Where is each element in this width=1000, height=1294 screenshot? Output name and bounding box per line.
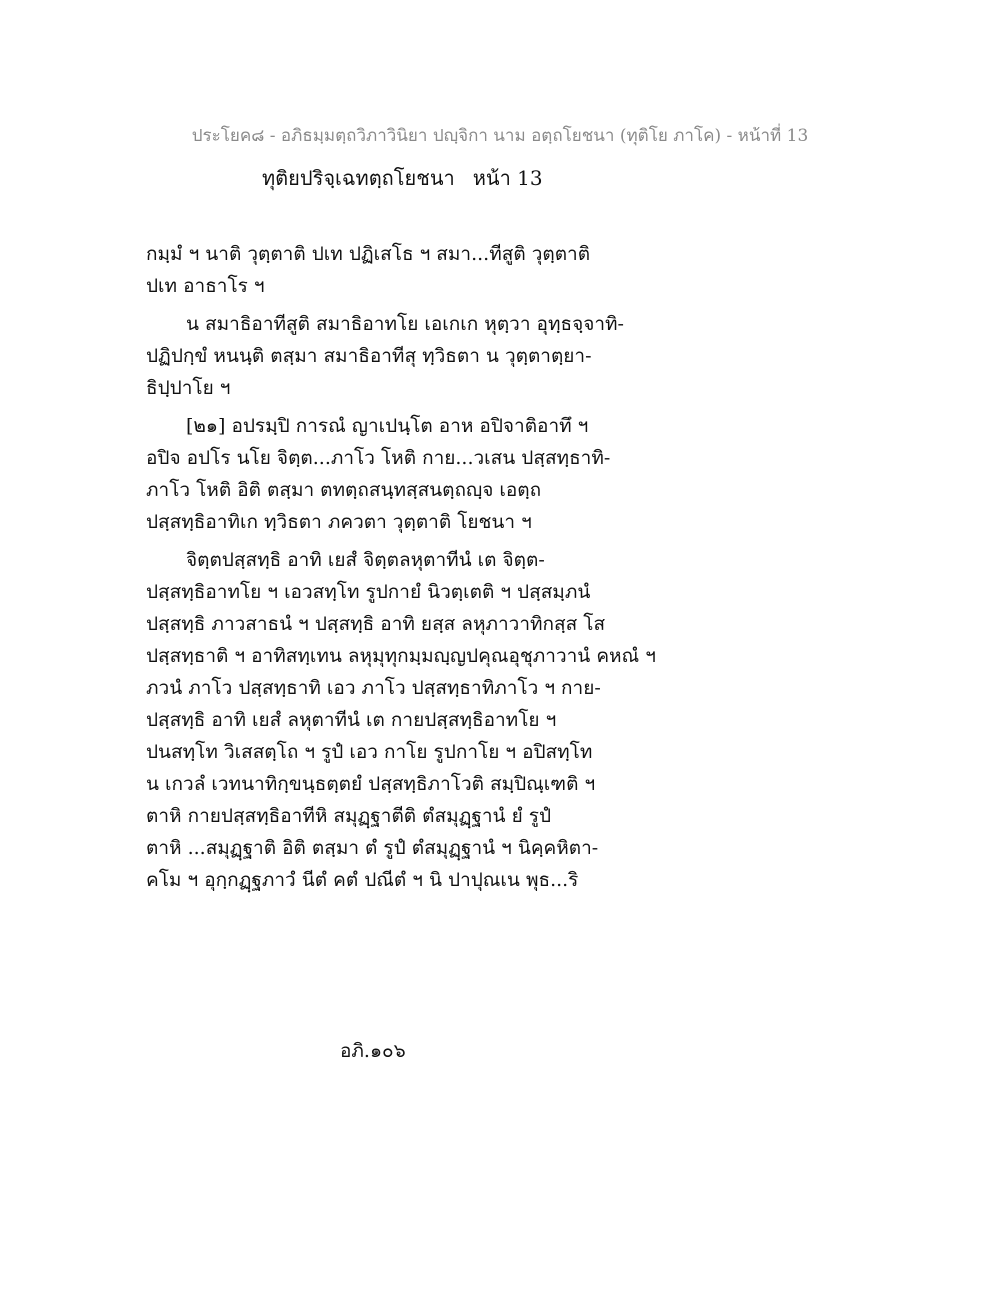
text-line: ปนสทฺโท วิเสสตฺโถ ฯ รูปํ เอว กาโย รูปกาโย ฯ อปิสทฺโท <box>146 741 593 763</box>
text-line: จิตฺตปสฺสทฺธิ อาทิ เยสํ จิตฺตลหุตาทีนํ เต จิตฺต- <box>186 549 545 571</box>
text-line: ปฏิปกฺขํ หนนฺติ ตสฺมา สมาธิอาทีสุ ทฺวิธตา น วุตฺตาตฺยา- <box>146 345 592 367</box>
body-text <box>146 238 706 896</box>
text-line: ปสฺสทฺธิ อาทิ เยสํ ลหุตาทีนํ เต กายปสฺสทฺธิอาทโย ฯ <box>146 709 557 731</box>
text-line: [๒๑] อปรมฺปิ การณํ ญาเปนฺโต อาห อปิจาติอาทึ ฯ <box>186 415 589 437</box>
text-line: น สมาธิอาทีสูติ สมาธิอาทโย เอเกเก หุตฺวา อุทฺธจฺจาทิ- <box>186 313 624 335</box>
text-line: ธิปฺปาโย ฯ <box>146 377 231 399</box>
text-line: ตาหิ กายปสฺสทฺธิอาทีหิ สมุฏฺฐาตีติ ตํสมุฏฺฐานํ ยํ รูปํ <box>146 805 552 827</box>
running-header: ประโยค๘ - อภิธมฺมตฺถวิภาวินิยา ปญฺจิกา นาม อตฺถโยชนา (ทุติโย ภาโค) - หน้าที่ 13 <box>191 126 809 146</box>
section-title: ทุติยปริจฺเฉทตฺถโยชนา <box>262 166 455 190</box>
text-line: ภาโว โหติ อิติ ตสฺมา ตทตฺถสนฺทสฺสนตฺถญฺจ เอตฺถ <box>146 479 542 501</box>
section-heading <box>262 162 543 194</box>
text-line: ปสฺสทฺธิ ภาวสาธนํ ฯ ปสฺสทฺธิ อาทิ ยสฺส ลหุภาวาทิกสฺส โส <box>146 613 606 635</box>
text-line: คโม ฯ อุกฺกฏฺฐภาวํ นีตํ คตํ ปณีตํ ฯ นิ ปาปุณเน พุธ...ริ <box>146 869 579 891</box>
text-line: ปสฺสทฺธาติ ฯ อาทิสทฺเทน ลหุมุทุกมฺมญฺญปคุณอุชุภาวานํ คหณํ ฯ <box>146 645 656 667</box>
text-line: น เกวลํ เวทนาทิกฺขนฺธตฺตยํ ปสฺสทฺธิภาโวติ สมฺปิณฺเฑติ ฯ <box>146 773 596 795</box>
text-line: ปสฺสทฺธิอาทิเก ทฺวิธตา ภควตา วุตฺตาติ โยชนา ฯ <box>146 511 532 533</box>
text-line: ปเท อาธาโร ฯ <box>146 275 265 297</box>
section-page-label: หน้า 13 <box>472 166 543 190</box>
text-line: ตาหิ ...สมุฏฺฐาติ อิติ ตสฺมา ตํ รูปํ ตํสมุฏฺฐานํ ฯ นิคฺคหิตา- <box>146 837 599 859</box>
text-line: ภวนํ ภาโว ปสฺสทฺธาทิ เอว ภาโว ปสฺสทฺธาทิภาโว ฯ กาย- <box>146 677 601 699</box>
text-line: อปิจ อปโร นโย จิตฺต...ภาโว โหติ กาย...วเสน ปสฺสทฺธาทิ- <box>146 447 611 469</box>
text-line: กมฺมํ ฯ นาติ วุตฺตาติ ปเท ปฏิเสโธ ฯ สมา...ทีสูติ วุตฺตาติ <box>146 243 591 265</box>
text-line: ปสฺสทฺธิอาทโย ฯ เอวสทฺโท รูปกายํ นิวตฺเตติ ฯ ปสฺสมฺภนํ <box>146 581 591 603</box>
folio-mark: อภิ.๑๐๖ <box>340 1040 406 1062</box>
